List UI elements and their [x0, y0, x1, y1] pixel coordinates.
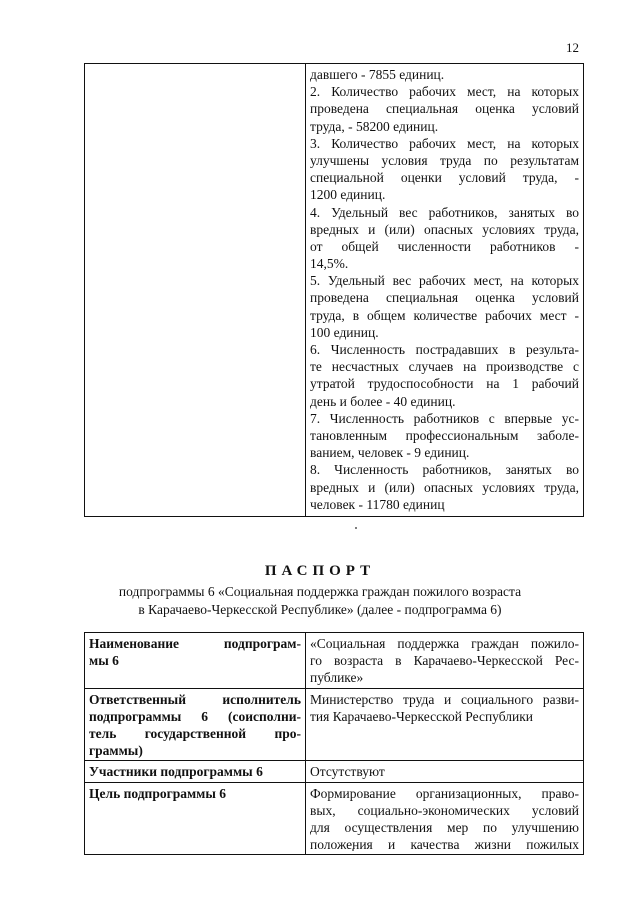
- value-line: для осуществления мер по улучшению: [310, 819, 579, 835]
- label-line: Ответственный исполнитель: [89, 691, 301, 707]
- label-cell: [85, 761, 306, 782]
- value-line: Формирование организационных, право-: [310, 785, 579, 801]
- indicator-line: проведена специальная оценка условий: [310, 101, 579, 117]
- label-cell: [85, 688, 306, 761]
- indicator-line: 8. Численность работников, занятых во: [310, 462, 579, 478]
- label-line: граммы): [89, 743, 143, 759]
- label-line: тель государственной про-: [89, 725, 301, 741]
- indicators-table: [84, 63, 584, 517]
- value-cell: [306, 633, 584, 689]
- value-line: Министерство труда и социального разви-: [310, 691, 579, 707]
- label-cell: [85, 782, 306, 855]
- value-line: вых, социально-экономических условий: [310, 802, 579, 818]
- label-cell: [85, 633, 306, 689]
- label-line: подпрограммы 6 (соисполни-: [89, 708, 301, 724]
- indicator-line: 14,5%.: [310, 256, 349, 272]
- indicator-line: проведена специальная оценка условий: [310, 290, 579, 306]
- label-line: Участники подпрограммы 6: [89, 764, 263, 780]
- table-row: [85, 761, 584, 782]
- indicator-line: 4. Удельный вес работников, занятых во: [310, 204, 579, 220]
- label-line: Цель подпрограммы 6: [89, 785, 227, 801]
- indicator-line: давшего - 7855 единиц.: [310, 67, 445, 82]
- passport-table: [84, 632, 584, 855]
- value-line: положения и качества жизни пожилых: [310, 837, 579, 853]
- indicator-line: те несчастных случаев на производстве с: [310, 359, 579, 375]
- indicator-line: утратой трудоспособности на 1 рабочий: [310, 376, 579, 392]
- indicator-line: 6. Численность пострадавших в результа-: [310, 342, 579, 357]
- label-line: мы 6: [89, 653, 119, 669]
- indicators-cell: [306, 64, 584, 517]
- indicator-line: человек - 11780 единиц: [310, 496, 445, 512]
- indicator-line: 1200 единиц.: [310, 187, 386, 203]
- indicator-line: 5. Удельный вес рабочих мест, на которых: [310, 273, 579, 289]
- value-cell: [306, 782, 584, 855]
- indicator-line: 100 единиц.: [310, 324, 379, 340]
- empty-label-cell: [85, 64, 306, 517]
- indicator-line: 2. Количество рабочих мест, на которых: [310, 84, 579, 100]
- indicator-line: специальной оценки условий труда, -: [310, 170, 579, 186]
- value-line: Отсутствуют: [310, 764, 385, 780]
- indicator-line: вредных и (или) опасных условиях труда,: [310, 221, 579, 237]
- passport-subtitle-line: подпрограммы 6 «Социальная поддержка граждан пожилого возраста: [118, 584, 522, 599]
- indicator-line: ванием, человек - 9 единиц.: [310, 445, 470, 461]
- indicator-line: тановленным профессиональным заболе-: [310, 427, 579, 443]
- table-row: [85, 633, 584, 689]
- indicator-line: 7. Численность работников с впервые ус-: [310, 410, 579, 426]
- indicator-line: улучшены условия труда по результатам: [310, 152, 579, 168]
- table-row: [85, 688, 584, 761]
- indicator-line: день и более - 40 единиц.: [310, 393, 456, 409]
- indicator-line: вредных и (или) опасных условиях труда,: [310, 479, 579, 495]
- scan-speck: [355, 527, 357, 529]
- value-line: го возраста в Карачаево-Черкесской Рес-: [310, 653, 579, 669]
- value-cell: [306, 761, 584, 782]
- indicator-line: труда, - 58200 единиц.: [310, 118, 439, 134]
- value-line: «Социальная поддержка граждан пожило-: [310, 636, 579, 651]
- indicator-line: от общей численности работников -: [310, 238, 579, 254]
- value-line: публике»: [310, 670, 364, 686]
- label-line: Наименование подпрограм-: [89, 636, 301, 651]
- table-row: [85, 782, 584, 855]
- value-line: тия Карачаево-Черкесской Республики: [310, 708, 534, 724]
- indicator-line: 3. Количество рабочих мест, на которых: [310, 135, 579, 151]
- table-row: [85, 64, 584, 517]
- indicator-line: труда, в общем количестве рабочих мест -: [310, 307, 579, 323]
- value-cell: [306, 688, 584, 761]
- passport-title: ПАСПОРТ: [264, 563, 376, 579]
- page-number: 12: [566, 40, 579, 55]
- passport-subtitle-line: в Карачаево-Черкесской Республике» (далее - подпрограмма 6): [138, 602, 502, 617]
